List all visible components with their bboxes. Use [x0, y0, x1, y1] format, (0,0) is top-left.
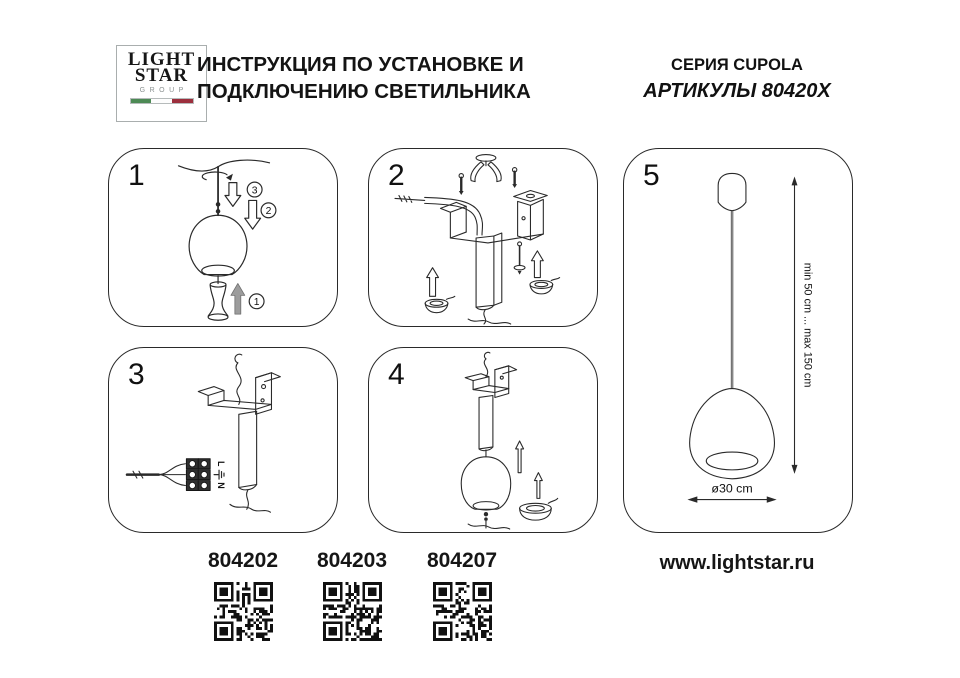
page-title — [197, 51, 531, 105]
step-1-drawing — [109, 149, 337, 326]
italian-flag-icon — [130, 98, 194, 104]
series-block — [637, 56, 837, 103]
logo-word-star: STAR — [134, 65, 189, 86]
flag-green — [131, 99, 152, 103]
title-line-2: ПОДКЛЮЧЕНИЮ СВЕТИЛЬНИКА — [197, 80, 531, 103]
circled-step-3: 3 — [251, 185, 258, 197]
article-column-3 — [402, 549, 522, 641]
earth-ground-icon — [214, 470, 224, 479]
height-range-label: min 50 cm ... max 150 cm — [801, 262, 814, 388]
terminal-label-n: N — [216, 482, 227, 489]
title-line-1: ИНСТРУКЦИЯ ПО УСТАНОВКЕ И — [197, 53, 524, 76]
article-code: 804202 — [207, 549, 279, 572]
circled-step-1: 1 — [253, 297, 260, 309]
flag-red — [172, 99, 193, 103]
step-4-drawing — [369, 348, 597, 532]
step-number-4: 4 — [388, 358, 405, 391]
logo-word-light: LIGHT — [127, 49, 196, 70]
step-panel-1 — [108, 148, 338, 327]
step-number-5: 5 — [643, 159, 660, 192]
step-number-3: 3 — [128, 358, 145, 391]
step-panel-3 — [108, 347, 338, 533]
step-5-drawing — [624, 149, 852, 532]
lightstar-logo — [116, 45, 207, 122]
articles-label: АРТИКУЛЫ 80420X — [643, 80, 831, 102]
step-panel-2 — [368, 148, 598, 327]
qr-code — [214, 582, 273, 641]
step-number-1: 1 — [128, 159, 145, 192]
terminal-label-l: L — [216, 461, 227, 467]
article-column-2 — [292, 549, 412, 641]
diameter-label: ø30 cm — [711, 481, 753, 496]
website-url: www.lightstar.ru — [659, 552, 815, 574]
qr-code — [323, 582, 382, 641]
series-label: СЕРИЯ CUPOLA — [671, 56, 803, 74]
article-code: 804207 — [426, 549, 498, 572]
step-3-drawing — [109, 348, 337, 532]
article-code: 804203 — [316, 549, 388, 572]
circled-step-2: 2 — [265, 206, 272, 218]
step-panel-5 — [623, 148, 853, 533]
step-panel-4 — [368, 347, 598, 533]
flag-white — [151, 99, 172, 103]
step-number-2: 2 — [388, 159, 405, 192]
article-column-1 — [183, 549, 303, 641]
qr-code — [433, 582, 492, 641]
logo-word-group: GROUP — [139, 87, 188, 94]
step-2-drawing — [369, 149, 597, 326]
